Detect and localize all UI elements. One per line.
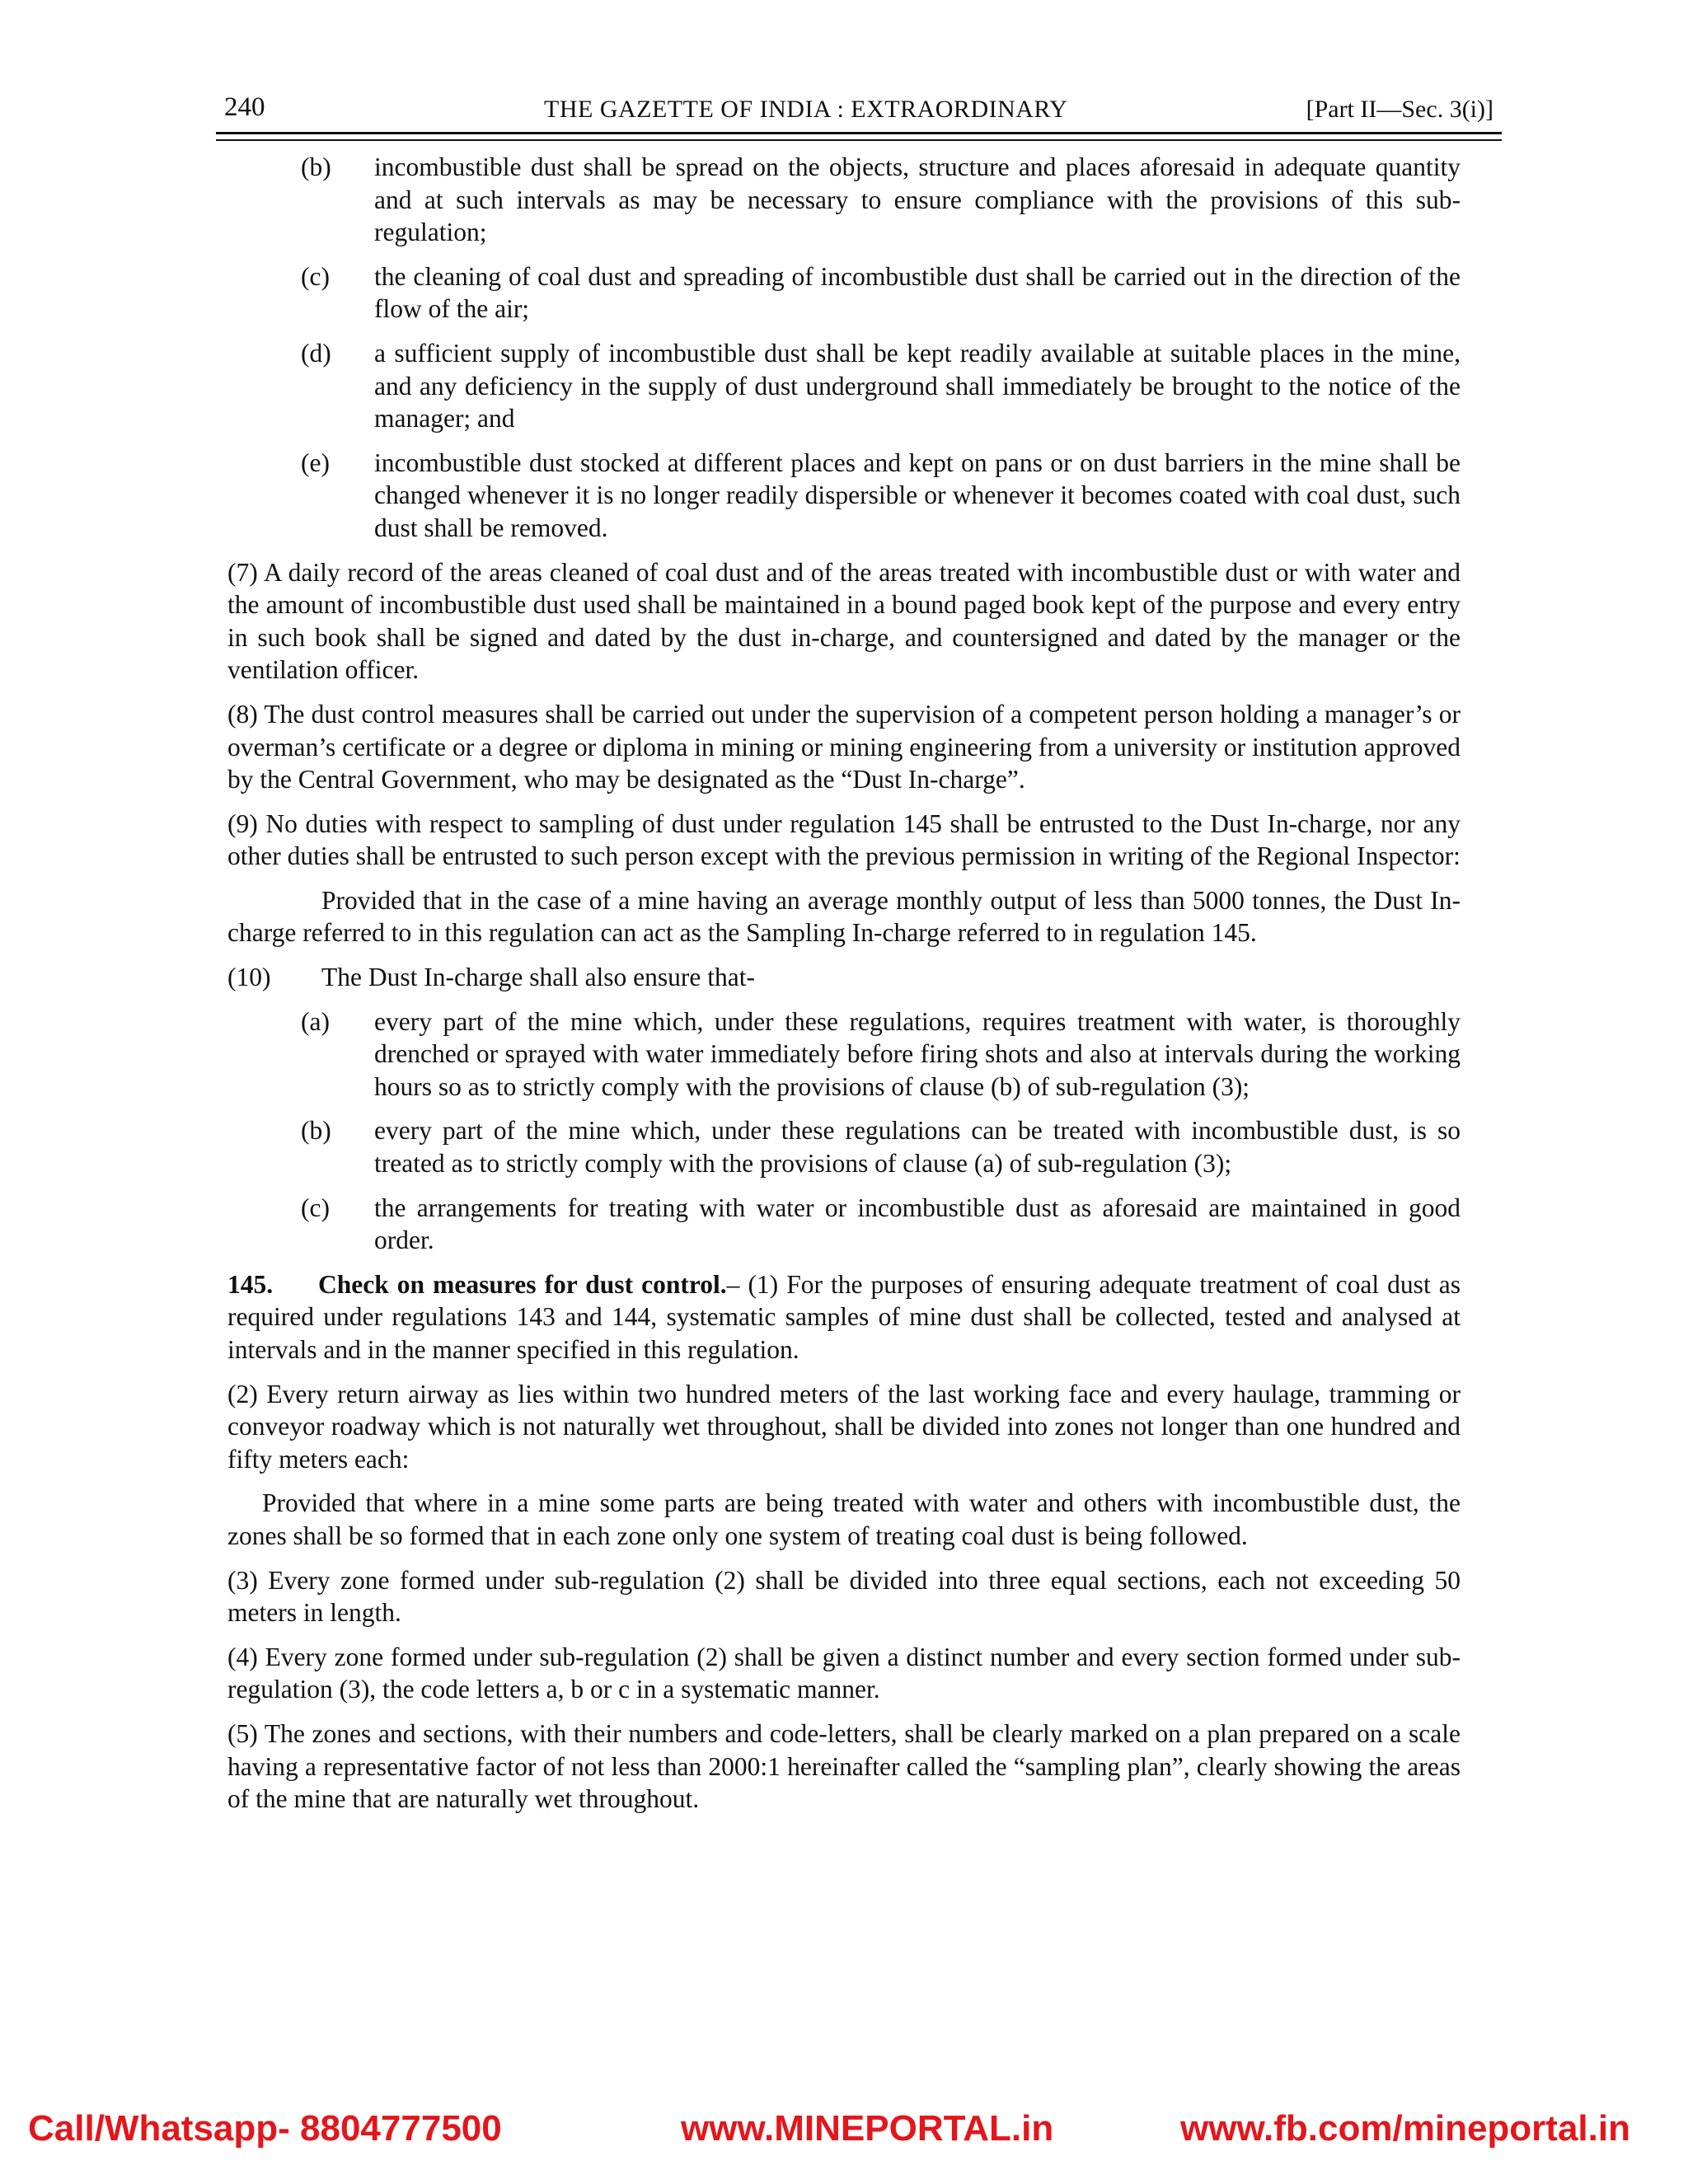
part-section-label	[1306, 96, 1493, 124]
sub-regulation-7: (7) A daily record of the areas cleaned of coal dust and of the areas treated with incombustible dust or with water and the amount of incombustible dust used shall be maintained in a bound paged book kept of the purpose and every entry in such book shall be signed and dated by the dust in-charge, and countersigned and dated by the manager or the ventilation officer.	[227, 557, 1461, 685]
item-text: every part of the mine which, under these regulations, requires treatment with water, is thoroughly drenched or sprayed with water immediately before firing shots and also at intervals during the working hours so as to strictly comply with the provisions of clause (b) of sub-regulation (3);	[374, 1006, 1461, 1101]
list-item	[227, 447, 1461, 545]
footer-facebook-link[interactable]: www.fb.com/mineportal.in	[1180, 2108, 1630, 2149]
sub-regulation-8: (8) The dust control measures shall be carried out under the supervision of a competent person holding a manager’s or overman’s certificate or a degree or diploma in mining or mining engineering from a university or institution approved by the Central Government, who may be designated as the “Dust In-charge”.	[227, 699, 1461, 794]
item-label: (b)	[301, 1116, 331, 1146]
item-label: (10)	[227, 963, 271, 992]
list-item	[227, 337, 1461, 435]
list-item	[227, 151, 1461, 249]
item-label: (a)	[301, 1006, 330, 1036]
page-number: 240	[224, 92, 265, 122]
item-label: (b)	[301, 152, 331, 181]
list-item	[227, 1114, 1461, 1179]
document-body	[227, 151, 1461, 1827]
list-item	[227, 1192, 1461, 1257]
footer-website-link[interactable]: www.MINEPORTAL.in	[681, 2108, 1054, 2149]
regulation-text: – (1) For the purposes of ensuring adequate treatment of coal dust as required under regulations 143 and 144, systematic samples of mine dust shall be collected, tested and analysed at intervals and in the manner specified in this regulation.	[227, 1269, 1461, 1364]
promo-footer	[0, 2108, 1688, 2158]
gazette-title: THE GAZETTE OF INDIA : EXTRAORDINARY	[544, 96, 1068, 123]
item-text: The Dust In-charge shall also ensure that-	[321, 963, 755, 992]
proviso-9: Provided that in the case of a mine having an average monthly output of less than 5000 tonnes, the Dust In-charge referred to in this regulation can act as the Sampling In-charge referred to in regulation 145.	[227, 885, 1461, 948]
list-item	[227, 260, 1461, 326]
item-text: the arrangements for treating with water or incombustible dust as aforesaid are maintained in good order.	[374, 1193, 1461, 1255]
list-item	[227, 1005, 1461, 1104]
footer-phone: Call/Whatsapp- 8804777500	[28, 2108, 502, 2149]
sub-regulation-145-3: (3) Every zone formed under sub-regulation (2) shall be divided into three equal sections, each not exceeding 50 meters in length.	[227, 1565, 1461, 1628]
sub-regulation-10	[227, 961, 1461, 994]
part-section-text: [Part II—Sec. 3(i)]	[1306, 96, 1493, 123]
item-text: incombustible dust stocked at different places and kept on pans or on dust barriers in the mine shall be changed whenever it is no longer readily dispersible or whenever it becomes coated with coal dust, such dust shall be removed.	[374, 448, 1461, 542]
sub-regulation-145-5: (5) The zones and sections, with their numbers and code-letters, shall be clearly marked on a plan prepared on a scale having a representative factor of not less than 2000:1 hereinafter called the “sampling plan”, clearly showing the areas of the mine that are naturally wet throughout.	[227, 1718, 1461, 1814]
item-label: (d)	[301, 338, 331, 368]
item-text: incombustible dust shall be spread on the objects, structure and places aforesaid in adequate quantity and at such intervals as may be necessary to ensure compliance with the provisions of this sub-regulation;	[374, 152, 1461, 247]
page-header	[216, 92, 1502, 134]
item-label: (c)	[301, 1193, 330, 1222]
item-text: a sufficient supply of incombustible dust shall be kept readily available at suitable places in the mine, and any deficiency in the supply of dust underground shall immediately be brought to the notice of the manager; and	[374, 338, 1461, 434]
header-rule-thick	[216, 132, 1502, 134]
regulation-145	[227, 1268, 1461, 1366]
regulation-number: 145.	[227, 1269, 274, 1299]
sub-regulation-145-2: (2) Every return airway as lies within two hundred meters of the last working face and every haulage, tramming or conveyor roadway which is not naturally wet throughout, shall be divided into zones not longer than one hundred and fifty meters each:	[227, 1379, 1461, 1474]
sub-regulation-145-4: (4) Every zone formed under sub-regulation (2) shall be given a distinct number and every section formed under sub-regulation (3), the code letters a, b or c in a systematic manner.	[227, 1642, 1461, 1704]
header-rule-thin	[216, 139, 1502, 141]
item-text: the cleaning of coal dust and spreading of incombustible dust shall be carried out in the direction of the flow of the air;	[374, 261, 1461, 324]
item-label: (c)	[301, 261, 330, 291]
proviso-145-2: Provided that where in a mine some parts are being treated with water and others with incombustible dust, the zones shall be so formed that in each zone only one system of treating coal dust is being followed.	[227, 1488, 1461, 1550]
item-text: every part of the mine which, under these regulations can be treated with incombustible dust, is so treated as to strictly comply with the provisions of clause (a) of sub-regulation (3);	[374, 1116, 1461, 1179]
regulation-heading: Check on measures for dust control.	[318, 1269, 727, 1299]
sub-regulation-9: (9) No duties with respect to sampling of dust under regulation 145 shall be entrusted to the Dust In-charge, nor any other duties shall be entrusted to such person except with the previous permission in writing of the Regional Inspector:	[227, 808, 1461, 871]
item-label: (e)	[301, 448, 330, 477]
